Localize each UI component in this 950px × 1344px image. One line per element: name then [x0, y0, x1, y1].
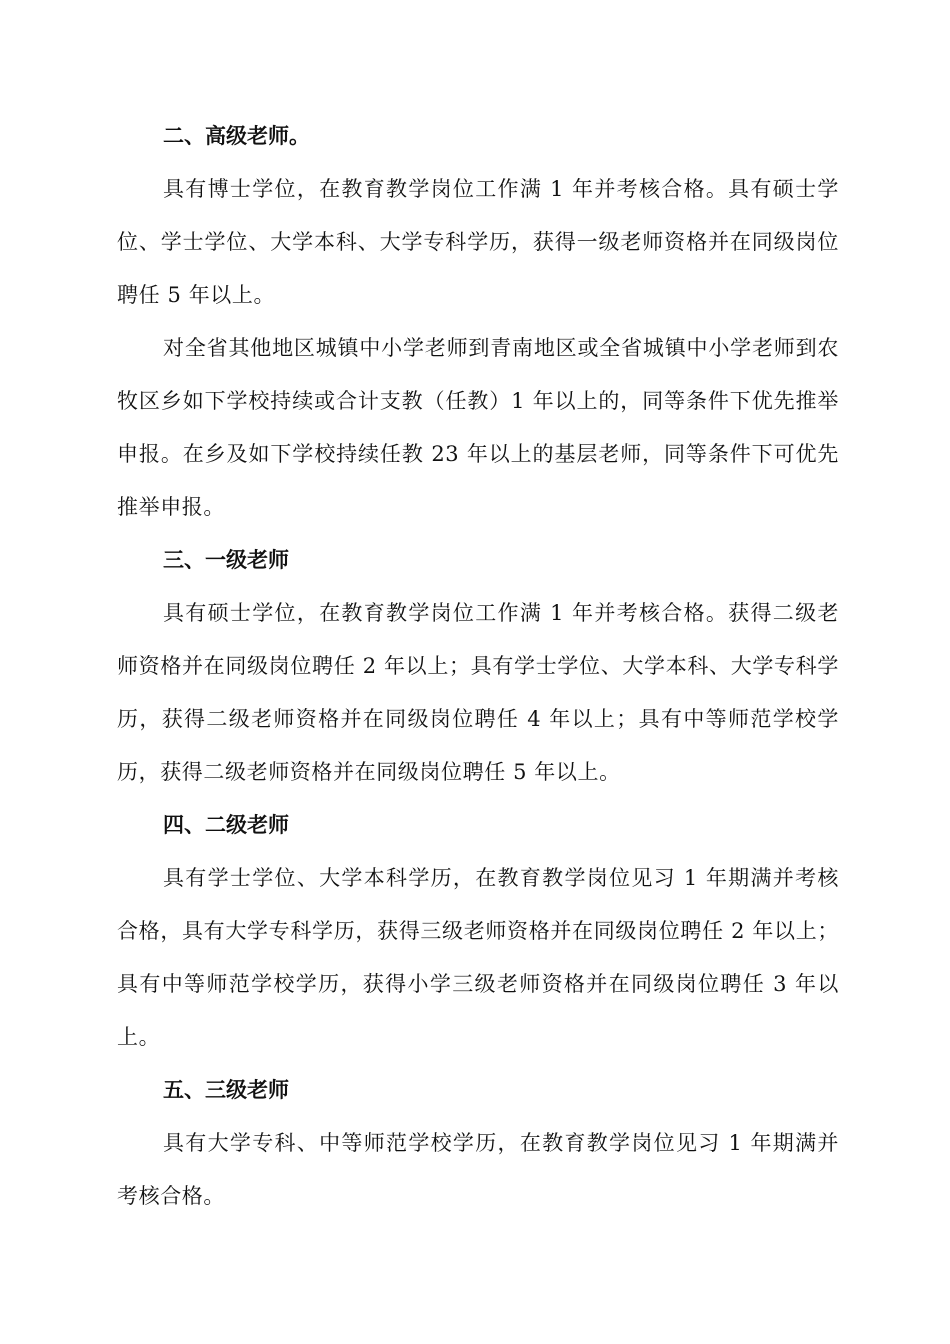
section-heading-senior-teacher: 二、高级老师。: [163, 124, 310, 148]
paragraph-third-level-requirements: 具有大学专科、中等师范学校学历，在教育教学岗位见习 1 年期满并考核合格。: [117, 1131, 839, 1208]
document-body: [117, 110, 839, 1223]
paragraph-senior-priority: 对全省其他地区城镇中小学老师到青南地区或全省城镇中小学老师到农牧区乡如下学校持续或合计支教（任教）1 年以上的，同等条件下优先推举申报。在乡及如下学校持续任教 23 年以上的基层老师，同等条件下可优先推举申报。: [117, 336, 839, 519]
section-heading-first-level-teacher: 三、一级老师: [163, 548, 289, 572]
paragraph-senior-requirements: 具有博士学位，在教育教学岗位工作满 1 年并考核合格。具有硕士学位、学士学位、大学本科、大学专科学历，获得一级老师资格并在同级岗位聘任 5 年以上。: [117, 177, 839, 307]
section-heading-third-level-teacher: 五、三级老师: [163, 1078, 289, 1102]
paragraph-first-level-requirements: 具有硕士学位，在教育教学岗位工作满 1 年并考核合格。获得二级老师资格并在同级岗位聘任 2 年以上；具有学士学位、大学本科、大学专科学历，获得二级老师资格并在同级岗位聘任 4 年以上；具有中等师范学校学历，获得二级老师资格并在同级岗位聘任 5 年以上。: [117, 601, 839, 784]
paragraph-second-level-requirements: 具有学士学位、大学本科学历，在教育教学岗位见习 1 年期满并考核合格，具有大学专科学历，获得三级老师资格并在同级岗位聘任 2 年以上；具有中等师范学校学历，获得小学三级老师资格并在同级岗位聘任 3 年以上。: [117, 866, 839, 1049]
section-heading-second-level-teacher: 四、二级老师: [163, 813, 289, 837]
